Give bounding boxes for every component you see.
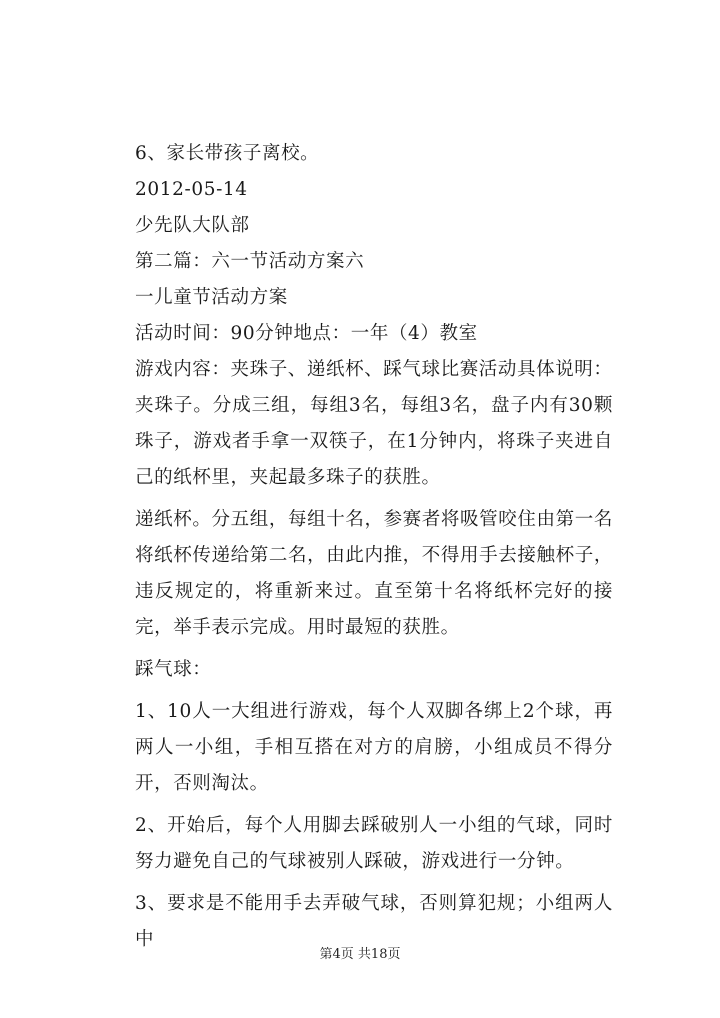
paragraph-bead-game: 夹珠子。分成三组，每组3名，每组3名，盘子内有30颗珠子，游戏者手拿一双筷子，在1分钟内，将珠子夹进自己的纸杯里，夹起最多珠子的获胜。	[135, 395, 613, 488]
paragraph-balloon-heading: 踩气球：	[135, 659, 212, 680]
activity-time-location: 活动时间：90分钟地点：一年（4）教室	[135, 323, 478, 344]
game-contents-line: 游戏内容：夹珠子、递纸杯、踩气球比赛活动具体说明：	[135, 359, 613, 380]
plan-title: 一儿童节活动方案	[135, 287, 288, 308]
page-number-footer: 第4页 共18页	[319, 947, 401, 962]
organization-line: 少先队大队部	[135, 215, 250, 236]
paragraph-balloon-rule-3: 3、要求是不能用手去弄破气球，否则算犯规；小组两人中	[135, 893, 613, 950]
section-heading: 第二篇：六一节活动方案六	[135, 251, 365, 272]
paragraph-cup-relay: 递纸杯。分五组，每组十名，参赛者将吸管咬住由第一名将纸杯传递给第二名，由此内推，不得用手去接触杯子，违反规定的，将重新来过。直至第十名将纸杯完好的接完，举手表示完成。用时最短的获胜。	[135, 509, 613, 638]
document-body	[135, 136, 613, 958]
paragraph-balloon-rule-1: 1、10人一大组进行游戏，每个人双脚各绑上2个球，再两人一小组，手相互搭在对方的肩膀，小组成员不得分开，否则淘汰。	[135, 701, 613, 794]
closing-item-line: 6、家长带孩子离校。	[135, 143, 320, 164]
date-line: 2012-05-14	[135, 179, 248, 200]
paragraph-balloon-rule-2: 2、开始后，每个人用脚去踩破别人一小组的气球，同时努力避免自己的气球被别人踩破，游戏进行一分钟。	[135, 815, 613, 872]
